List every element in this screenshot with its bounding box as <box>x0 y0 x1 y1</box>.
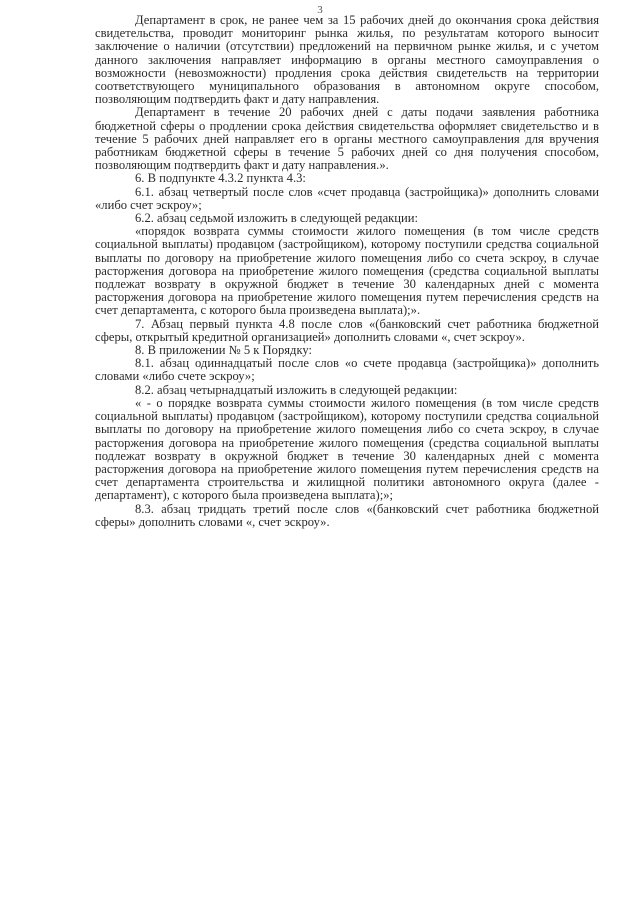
paragraph-item-8-1: 8.1. абзац одиннадцатый после слов «о счете продавца (застройщика)» дополнить словами «либо счете эскроу»; <box>95 356 599 384</box>
paragraph-item-6-2: 6.2. абзац седьмой изложить в следующей редакции: <box>135 211 419 226</box>
paragraph-item-8-3: 8.3. абзац тридцать третий после слов «(банковский счет работника бюджетной сферы» дополнить словами «, счет эскроу». <box>95 501 599 529</box>
paragraph-refund-procedure-annex: « - о порядке возврата суммы стоимости жилого помещения (в том числе средств социальной выплаты) продавцом (застройщиком), которому поступили средства социальной выплаты по договору на приобретение жилого помещения либо со счета эскроу, в случае расторжения договора на приобретение жилого помещения (средства социальной выплаты подлежат возврату в окружной бюджет в течение 30 календарных дней с момента расторжения договора на приобретение жилого помещения путем перечисления средств на счет департамента строительства и жилищной политики автономного округа (далее - департамент), с которого была произведена выплата);»; <box>95 395 599 503</box>
paragraph-department-deadline: Департамент в течение 20 рабочих дней с даты подачи заявления работника бюджетной сферы о продлении срока действия свидетельства оформляет свидетельство и в течение 5 рабочих дней направляет его в органы местного самоуправления для вручения работникам бюджетной сферы в течение 5 рабочих дней со дня получения способом, позволяющим подтвердить факт и дату направления.». <box>95 105 599 173</box>
paragraph-item-8-2: 8.2. абзац четырнадцатый изложить в следующей редакции: <box>135 382 458 397</box>
paragraph-item-6: 6. В подпункте 4.3.2 пункта 4.3: <box>135 171 306 186</box>
paragraph-item-6-1: 6.1. абзац четвертый после слов «счет продавца (застройщика)» дополнить словами «либо счет эскроу»; <box>95 184 599 212</box>
paragraph-refund-procedure: «порядок возврата суммы стоимости жилого помещения (в том числе средств социальной выплаты) продавцом (застройщиком), которому поступили средства социальной выплаты по договору на приобретение жилого помещения либо со счета эскроу, в случае расторжения договора на приобретение жилого помещения (средства социальной выплаты подлежат возврату в окружной бюджет в течение 30 календарных дней с момента расторжения договора на приобретение жилого помещения путем перечисления средств на счет департамента, с которого была произведена выплата);». <box>95 224 599 318</box>
paragraph-monitoring: Департамент в срок, не ранее чем за 15 рабочих дней до окончания срока действия свидетельства, проводит мониторинг рынка жилья, по результатам которого выносит заключение о наличии (отсутствии) предложений на первичном рынке жилья, и с учетом данного заключения направляет информацию в органы местного самоуправления о возможности (невозможности) продления срока действия свидетельств на территории соответствующего муниципального образования в автономном округе способом, позволяющим подтвердить факт и дату направления. <box>95 13 599 107</box>
paragraph-item-8: 8. В приложении № 5 к Порядку: <box>135 343 313 358</box>
page-number: 3 <box>317 4 323 16</box>
paragraph-item-7: 7. Абзац первый пункта 4.8 после слов «(банковский счет работника бюджетной сферы, открытый кредитной организацией» дополнить словами «, счет эскроу». <box>95 316 599 344</box>
document-body <box>95 14 599 529</box>
